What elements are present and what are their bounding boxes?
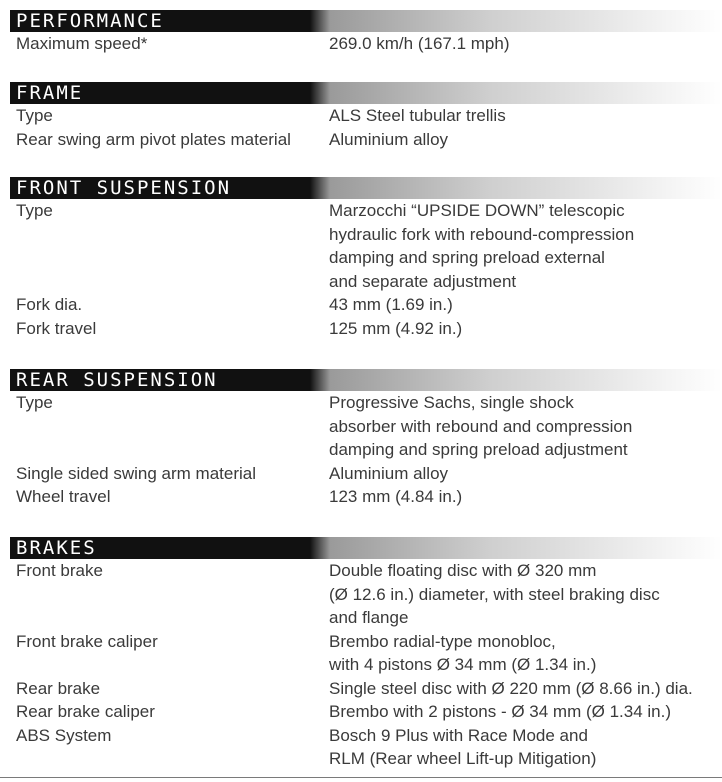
spec-value <box>329 293 722 317</box>
spec-label: Type <box>16 393 53 412</box>
spec-row <box>10 630 722 677</box>
spec-label: Maximum speed* <box>16 34 148 53</box>
spec-value-line: 123 mm (4.84 in.) <box>329 487 463 506</box>
spec-value-line: 125 mm (4.92 in.) <box>329 318 463 338</box>
section-header-bar <box>10 10 722 32</box>
section-performance <box>10 10 722 56</box>
spec-value-line: 269.0 km/h (167.1 mph) <box>329 34 510 53</box>
spec-label: Type <box>16 106 53 125</box>
section-title: FRAME <box>16 82 84 104</box>
section-header-bar <box>10 369 722 391</box>
spec-rows <box>10 199 722 340</box>
spec-label: Rear brake <box>16 678 101 698</box>
spec-label: Rear swing arm pivot plates material <box>16 129 291 149</box>
spec-row <box>10 317 722 341</box>
spec-value-line: Bosch 9 Plus with Race Mode and <box>329 725 588 745</box>
spec-value-line: Aluminium alloy <box>329 129 449 149</box>
section-brakes <box>10 537 722 771</box>
spec-value-line: Aluminium alloy <box>329 463 449 483</box>
spec-value-line: Single steel disc with Ø 220 mm (Ø 8.66 in.) dia. <box>329 678 693 698</box>
spec-value-line: RLM (Rear wheel Lift-up Mitigation) <box>329 749 597 768</box>
spec-rows <box>10 32 722 56</box>
section-title: PERFORMANCE <box>16 10 164 32</box>
spec-value <box>329 32 722 56</box>
spec-rows <box>10 559 722 771</box>
spec-value <box>329 317 722 341</box>
section-rear-suspension <box>10 369 722 509</box>
section-title: FRONT SUSPENSION <box>16 177 232 199</box>
spec-value-line: damping and spring preload adjustment <box>329 440 628 459</box>
spec-value <box>329 391 722 462</box>
spec-value <box>329 559 722 630</box>
spec-row <box>10 462 722 486</box>
spec-value-line: Progressive Sachs, single shock <box>329 393 574 412</box>
spec-rows <box>10 104 722 151</box>
spec-value <box>329 724 722 771</box>
spec-value-line: with 4 pistons Ø 34 mm (Ø 1.34 in.) <box>329 655 597 674</box>
section-front-suspension <box>10 177 722 340</box>
spec-row <box>10 199 722 293</box>
spec-row <box>10 559 722 630</box>
spec-value-line: absorber with rebound and compression <box>329 416 633 436</box>
spec-value <box>329 128 722 152</box>
spec-row <box>10 128 722 152</box>
spec-value-line: Marzocchi “UPSIDE DOWN” telescopic <box>329 201 625 220</box>
spec-value <box>329 199 722 293</box>
spec-rows <box>10 391 722 509</box>
bottom-divider <box>0 777 722 778</box>
spec-value-line: Double floating disc with Ø 320 mm <box>329 561 597 580</box>
spec-label: Type <box>16 201 53 220</box>
section-title: BRAKES <box>16 537 97 559</box>
spec-row <box>10 485 722 509</box>
spec-value <box>329 485 722 509</box>
spec-value-line: and flange <box>329 608 409 627</box>
section-header-bar <box>10 537 722 559</box>
spec-label: Front brake caliper <box>16 631 158 651</box>
section-title: REAR SUSPENSION <box>16 369 218 391</box>
spec-value-line: Brembo radial-type monobloc, <box>329 631 556 651</box>
spec-value <box>329 104 722 128</box>
spec-label: Wheel travel <box>16 487 111 506</box>
spec-value <box>329 677 722 701</box>
spec-value <box>329 462 722 486</box>
spec-value <box>329 700 722 724</box>
spec-row <box>10 700 722 724</box>
spec-value-line: (Ø 12.6 in.) diameter, with steel braking disc <box>329 584 660 604</box>
spec-label: Fork dia. <box>16 295 83 314</box>
spec-label: ABS System <box>16 725 112 745</box>
spec-value-line: 43 mm (1.69 in.) <box>329 295 453 314</box>
section-header-bar <box>10 177 722 199</box>
spec-label: Rear brake caliper <box>16 702 155 721</box>
spec-row <box>10 724 722 771</box>
spec-value <box>329 630 722 677</box>
spec-row <box>10 32 722 56</box>
spec-row <box>10 391 722 462</box>
spec-value-line: and separate adjustment <box>329 271 517 291</box>
section-header-bar <box>10 82 722 104</box>
spec-label: Front brake <box>16 561 103 580</box>
spec-row <box>10 677 722 701</box>
spec-value-line: ALS Steel tubular trellis <box>329 106 506 125</box>
spec-value-line: Brembo with 2 pistons - Ø 34 mm (Ø 1.34 in.) <box>329 702 672 721</box>
spec-value-line: hydraulic fork with rebound-compression <box>329 224 635 244</box>
spec-label: Fork travel <box>16 318 97 338</box>
spec-row <box>10 293 722 317</box>
spec-label: Single sided swing arm material <box>16 463 256 483</box>
spec-value-line: damping and spring preload external <box>329 248 605 267</box>
spec-row <box>10 104 722 128</box>
section-frame <box>10 82 722 151</box>
